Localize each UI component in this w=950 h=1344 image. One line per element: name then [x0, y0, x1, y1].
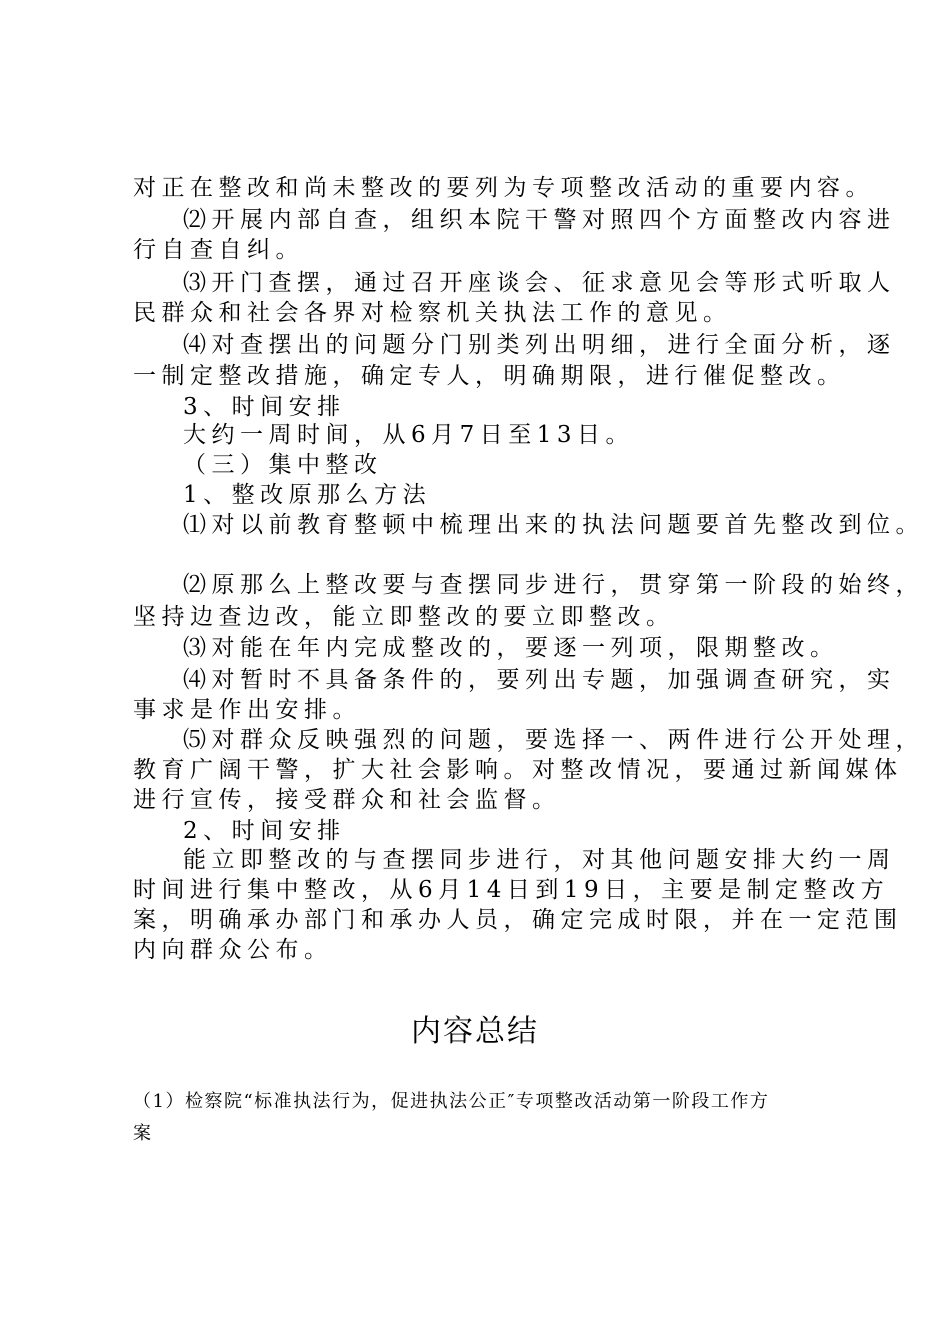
summary-title: 内容总结 [411, 1014, 539, 1049]
paragraph-line: ⑶对能在年内完成整改的，要逐一列项，限期整改。 [183, 635, 839, 661]
paragraph-line: 时间进行集中整改，从6月14日到19日，主要是制定整改方 [133, 877, 890, 903]
paragraph-line: ⑷对暂时不具备条件的，要列出专题，加强调查研究，实 [183, 667, 896, 693]
paragraph-line: 进行宣传，接受群众和社会监督。 [133, 787, 561, 813]
paragraph-line: ⑵原那么上整改要与查摆同步进行，贯穿第一阶段的始终， [183, 572, 924, 598]
paragraph-line: 对正在整改和尚未整改的要列为专项整改活动的重要内容。 [133, 175, 874, 201]
paragraph-line: 教育广阔干警，扩大社会影响。对整改情况，要通过新闻媒体 [133, 757, 903, 783]
paragraph-line: ⑵开展内部自查，组织本院干警对照四个方面整改内容进 [183, 207, 896, 233]
paragraph-line: 案，明确承办部门和承办人员，确定完成时限，并在一定范围 [133, 907, 903, 933]
paragraph-line: 一制定整改措施，确定专人，明确期限，进行催促整改。 [133, 363, 846, 389]
paragraph-line: 民群众和社会各界对检察机关执法工作的意见。 [133, 300, 732, 326]
paragraph-line: 行自查自纠。 [133, 237, 304, 263]
paragraph-line: 内向群众公布。 [133, 937, 333, 963]
paragraph-line: 3、时间安排 [183, 394, 346, 420]
paragraph-line: 1、整改原那么方法 [183, 482, 432, 508]
paragraph-line: 能立即整改的与查摆同步进行，对其他问题安排大约一周 [183, 847, 896, 873]
summary-line: 案 [133, 1123, 153, 1144]
paragraph-line: ⑶开门查摆，通过召开座谈会、征求意见会等形式听取人 [183, 270, 896, 296]
summary-line: （1）检察院“标准执法行为，促进执法公正″专项整改活动第一阶段工作方 [133, 1091, 770, 1112]
paragraph-line: ⑴对以前教育整顿中梳理出来的执法问题要首先整改到位。 [183, 512, 924, 538]
paragraph-line: 坚持边查边改，能立即整改的要立即整改。 [133, 604, 675, 630]
paragraph-line: ⑸对群众反映强烈的问题，要选择一、两件进行公开处理， [183, 727, 924, 753]
paragraph-line: 事求是作出安排。 [133, 697, 361, 723]
paragraph-line: （三）集中整改 [183, 452, 383, 478]
paragraph-line: 大约一周时间，从6月7日至13日。 [183, 422, 635, 448]
paragraph-line: ⑷对查摆出的问题分门别类列出明细，进行全面分析，逐 [183, 332, 896, 358]
paragraph-line: 2、时间安排 [183, 818, 346, 844]
